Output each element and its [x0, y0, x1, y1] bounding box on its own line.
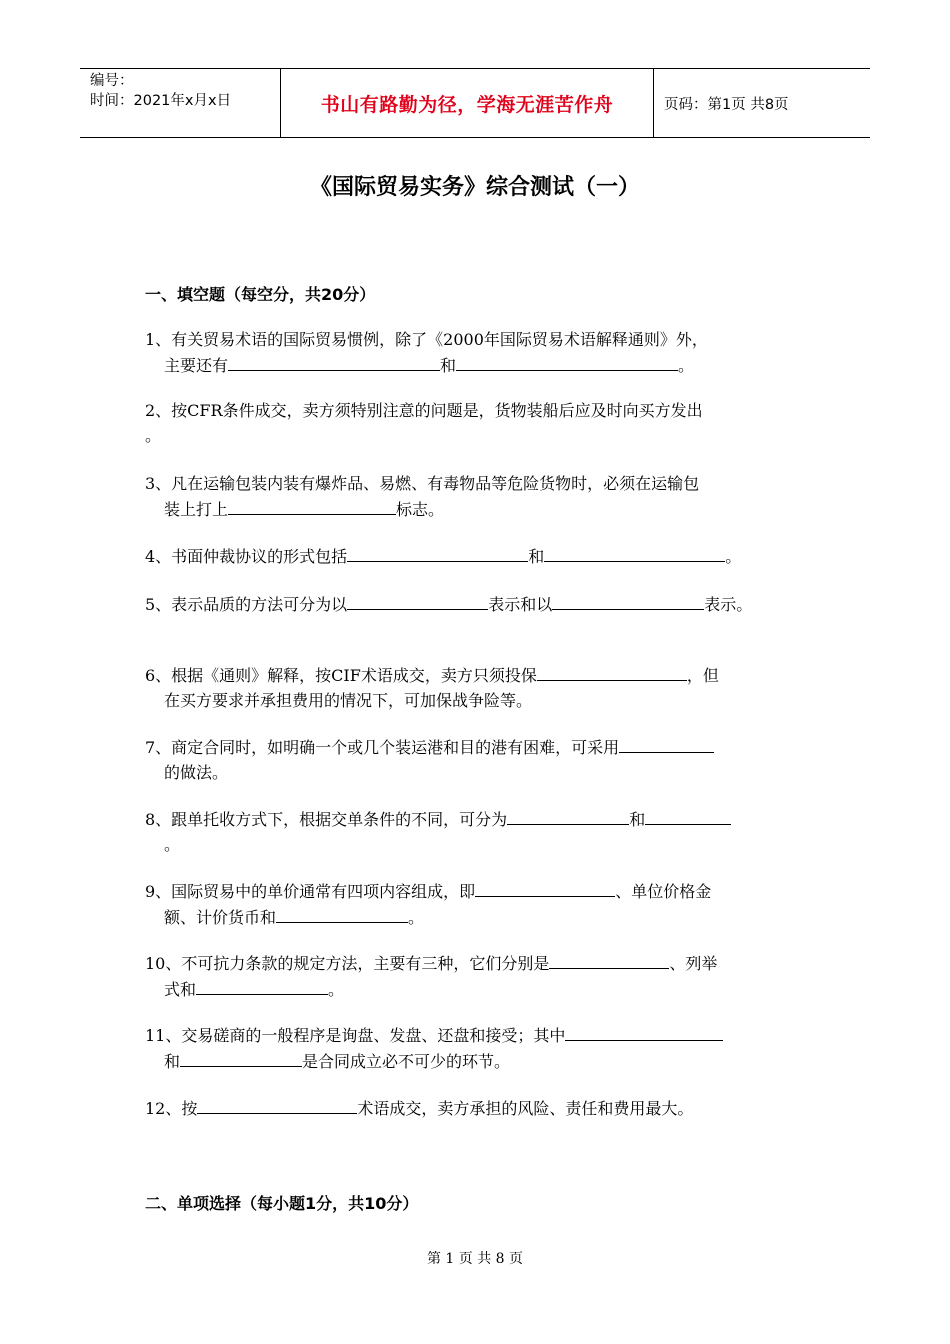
answer-blank[interactable] — [552, 591, 704, 610]
section-heading-fill-in: 一、填空题（每空分，共20分） — [145, 285, 376, 304]
header-motto: 书山有路勤为径，学海无涯苦作舟 — [320, 93, 614, 116]
answer-blank[interactable] — [549, 950, 669, 969]
question-2: 2、按CFR条件成交，卖方须特别注意的问题是，货物装船后应及时向买方发出 。 — [145, 401, 703, 445]
answer-blank[interactable] — [228, 352, 440, 371]
page-title: 《国际贸易实务》综合测试（一） — [309, 175, 640, 200]
answer-blank[interactable] — [196, 976, 328, 995]
answer-blank[interactable] — [645, 806, 731, 825]
answer-blank[interactable] — [537, 662, 687, 681]
answer-blank[interactable] — [456, 352, 678, 371]
header-meta — [80, 69, 280, 137]
answer-blank[interactable] — [228, 496, 396, 515]
question-8: 8、跟单托收方式下，根据交单条件的不同，可分为 和 。 — [145, 806, 810, 857]
answer-blank[interactable] — [507, 806, 629, 825]
document-time: 时间：2021年x月x日 — [90, 93, 232, 109]
question-12: 12、按 术语成交，卖方承担的风险、责任和费用最大。 — [145, 1095, 810, 1121]
page-footer: 第 1 页 共 8 页 — [426, 1251, 524, 1267]
question-7: 7、商定合同时，如明确一个或几个装运港和目的港有困难，可采用 的做法。 — [145, 734, 810, 785]
question-11: 11、交易磋商的一般程序是询盘、发盘、还盘和接受；其中 和 是合同成立必不可少的环节。 — [145, 1022, 810, 1074]
answer-blank[interactable] — [276, 904, 408, 923]
answer-blank[interactable] — [619, 734, 714, 753]
question-3: 3、凡在运输包装内装有爆炸品、易燃、有毒物品等危险货物时，必须在运输包 装上打上 标志。 — [145, 474, 700, 519]
question-1: 1、有关贸易术语的国际贸易惯例，除了《2000年国际贸易术语解释通则》外， 主要还有 和 。 — [145, 330, 708, 375]
answer-blank[interactable] — [565, 1022, 723, 1041]
header-page-info: 页码：第1页 共8页 — [664, 96, 789, 113]
question-9: 9、国际贸易中的单价通常有四项内容组成，即 、单位价格金 额、计价货币和 。 — [145, 878, 810, 930]
question-5: 5、表示品质的方法可分为以 表示和以 表示。 — [145, 591, 810, 617]
section-heading-single-choice: 二、单项选择（每小题1分，共10分） — [145, 1194, 419, 1213]
answer-blank[interactable] — [180, 1048, 302, 1067]
answer-blank[interactable] — [197, 1095, 357, 1114]
question-4: 4、书面仲裁协议的形式包括 和 。 — [145, 543, 810, 569]
page-header — [80, 68, 870, 138]
header-motto-cell — [280, 69, 654, 137]
document-number-label: 编号： — [90, 73, 134, 89]
question-10: 10、不可抗力条款的规定方法，主要有三种，它们分别是 、列举 式和 。 — [145, 950, 810, 1002]
answer-blank[interactable] — [544, 543, 725, 562]
answer-blank[interactable] — [475, 878, 615, 897]
question-6: 6、根据《通则》解释，按CIF术语成交，卖方只须投保 ，但 在买方要求并承担费用的情况下，可加保战争险等。 — [145, 662, 810, 713]
answer-blank[interactable] — [347, 591, 488, 610]
answer-blank[interactable] — [347, 543, 528, 562]
